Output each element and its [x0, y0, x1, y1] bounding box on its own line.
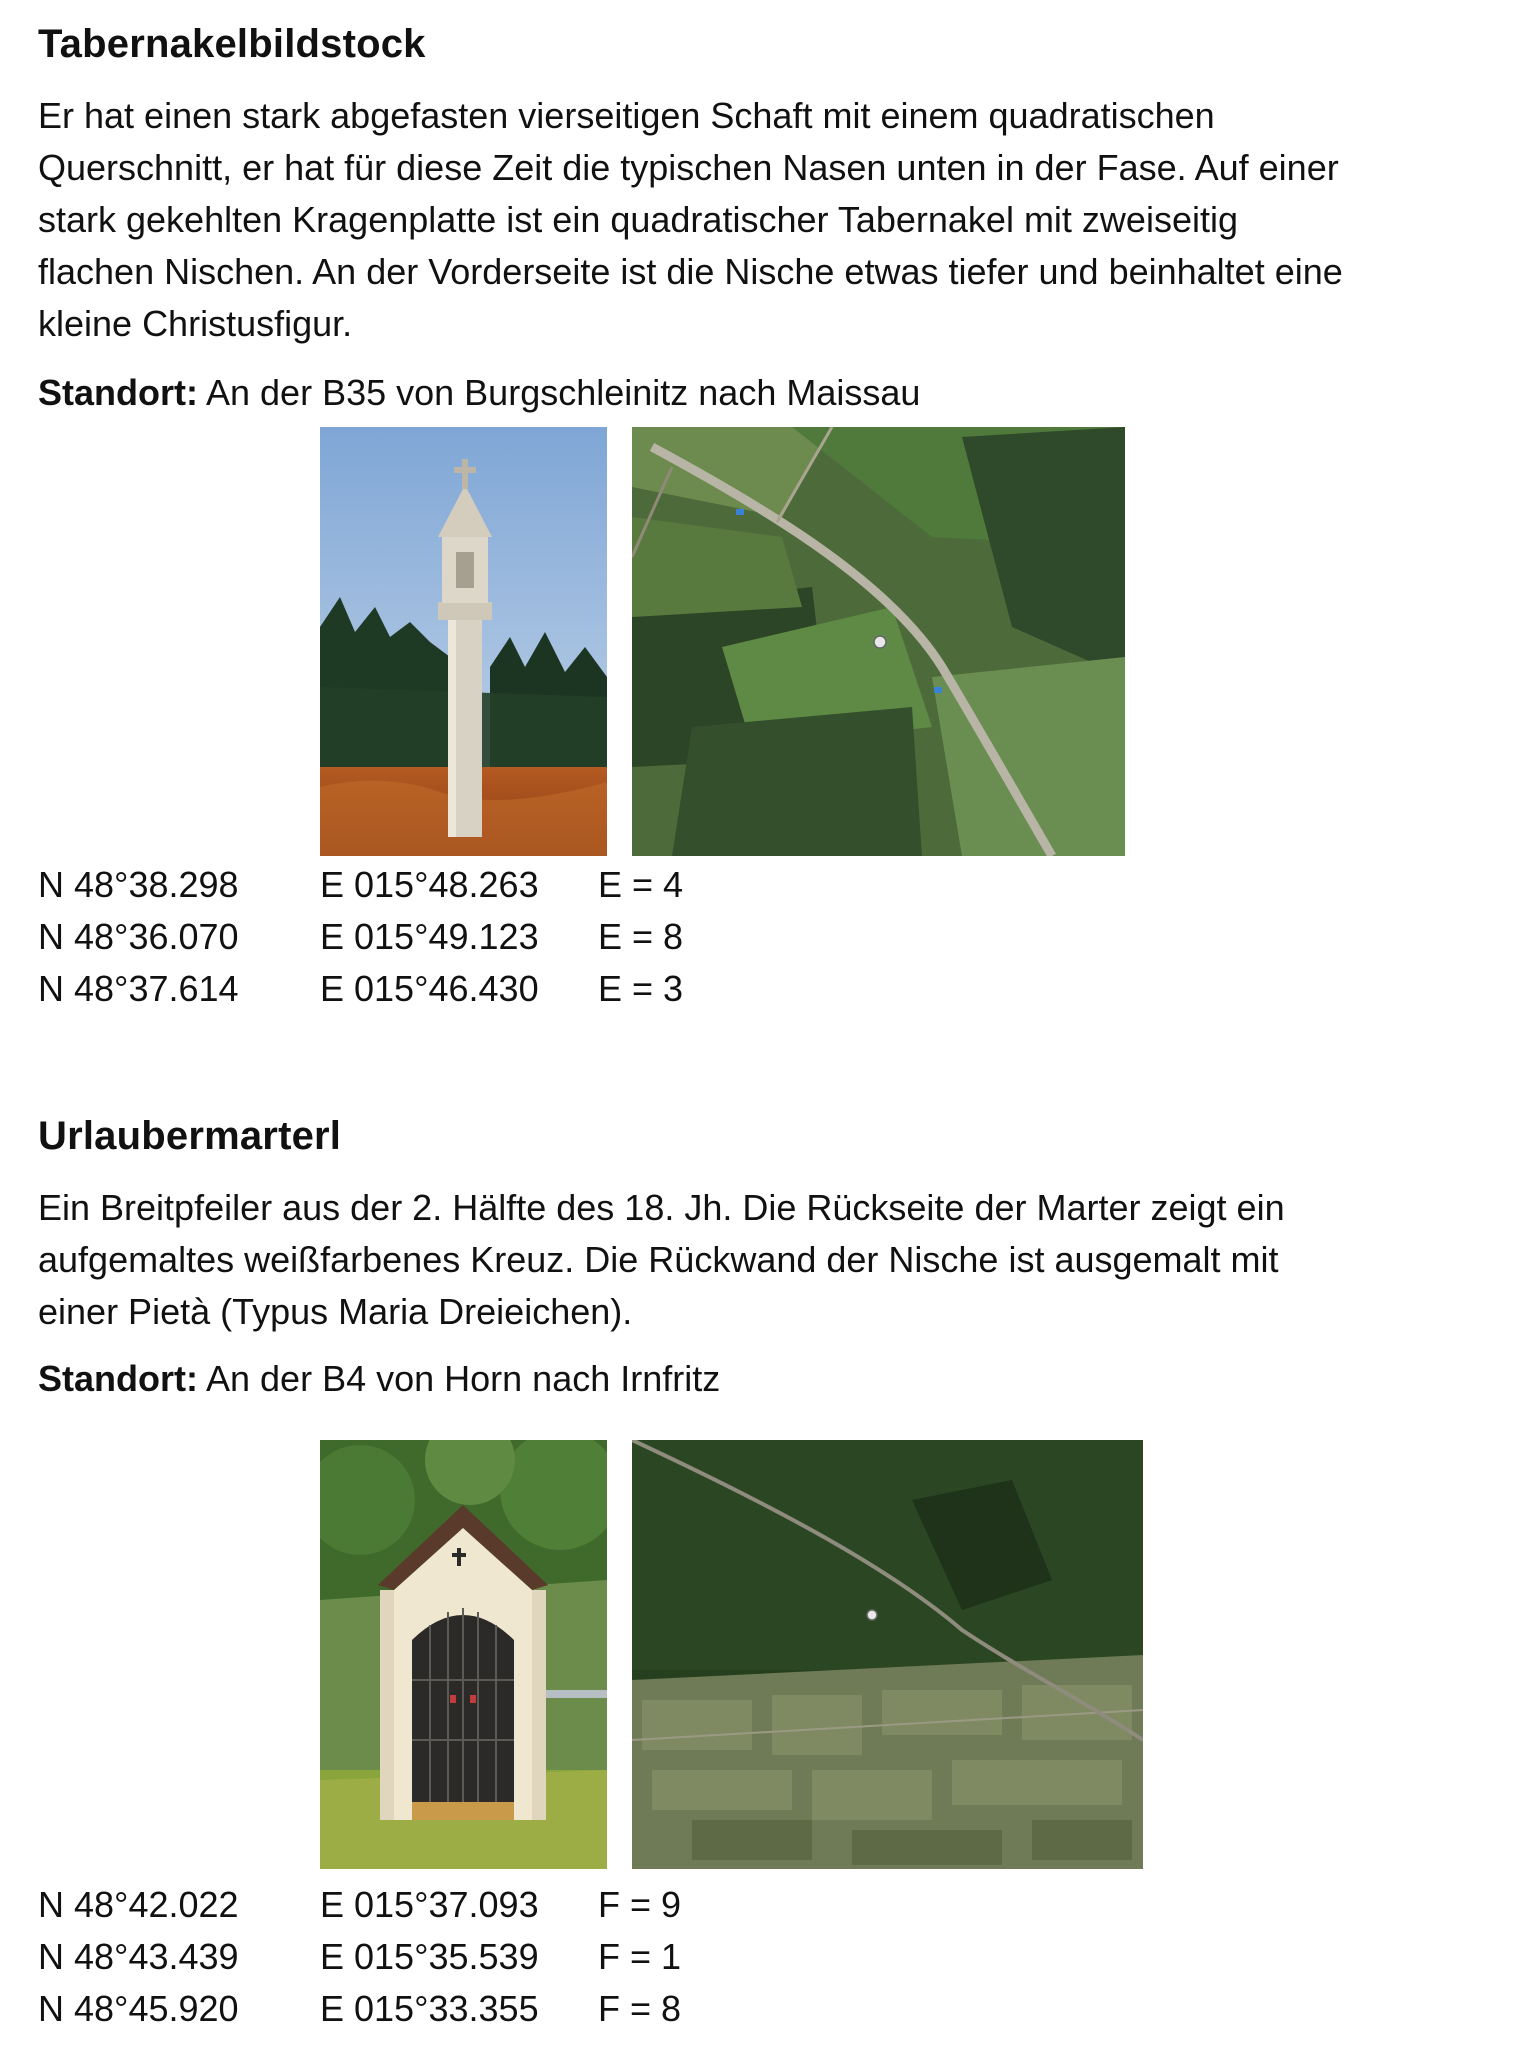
coord-n: N 48°36.070: [38, 916, 239, 957]
coord-value: E = 3: [598, 968, 684, 1009]
coord-value: E = 4: [598, 864, 684, 905]
coord-value: F = 1: [598, 1936, 682, 1977]
location-text: An der B35 von Burgschleinitz nach Maissau: [197, 372, 921, 413]
description-line: einer Pietà (Typus Maria Dreieichen).: [38, 1291, 633, 1332]
coord-n: N 48°37.614: [38, 968, 239, 1009]
coord-n: N 48°38.298: [38, 864, 239, 905]
coord-e: E 015°46.430: [320, 968, 539, 1009]
description-line: Er hat einen stark abgefasten vierseitigen Schaft mit einem quadratischen: [38, 95, 1215, 136]
location: [38, 1358, 720, 1400]
description-line: Querschnitt, er hat für diese Zeit die typischen Nasen unten in der Fase. Auf einer: [38, 147, 1339, 188]
location-label: Standort:: [38, 372, 198, 413]
description-line: stark gekehlten Kragenplatte ist ein quadratischer Tabernakel mit zweiseitig: [38, 199, 1238, 240]
chapel-photo: [320, 1440, 607, 1869]
coord-value: F = 9: [598, 1884, 682, 1925]
aerial-map: [632, 1440, 1143, 1869]
section-title: Urlaubermarterl: [38, 1114, 342, 1158]
section-title: Tabernakelbildstock: [38, 22, 426, 66]
coord-e: E 015°35.539: [320, 1936, 539, 1977]
location: [38, 372, 920, 414]
coord-e: E 015°48.263: [320, 864, 539, 905]
coord-e: E 015°37.093: [320, 1884, 539, 1925]
shrine-photo: [320, 427, 607, 856]
location-text: An der B4 von Horn nach Irnfritz: [197, 1358, 721, 1399]
description-line: aufgemaltes weißfarbenes Kreuz. Die Rückwand der Nische ist ausgemalt mit: [38, 1239, 1279, 1280]
coord-n: N 48°43.439: [38, 1936, 239, 1977]
location-label: Standort:: [38, 1358, 198, 1399]
coord-e: E 015°49.123: [320, 916, 539, 957]
description-line: flachen Nischen. An der Vorderseite ist die Nische etwas tiefer und beinhaltet eine: [38, 251, 1343, 292]
section-description: [38, 90, 1498, 350]
description-line: kleine Christusfigur.: [38, 303, 353, 344]
coord-e: E 015°33.355: [320, 1988, 539, 2029]
aerial-map: [632, 427, 1125, 856]
coord-n: N 48°42.022: [38, 1884, 239, 1925]
description-line: Ein Breitpfeiler aus der 2. Hälfte des 18. Jh. Die Rückseite der Marter zeigt ein: [38, 1187, 1285, 1228]
section-description: [38, 1182, 1498, 1338]
coord-value: E = 8: [598, 916, 684, 957]
coord-value: F = 8: [598, 1988, 682, 2029]
coord-n: N 48°45.920: [38, 1988, 239, 2029]
